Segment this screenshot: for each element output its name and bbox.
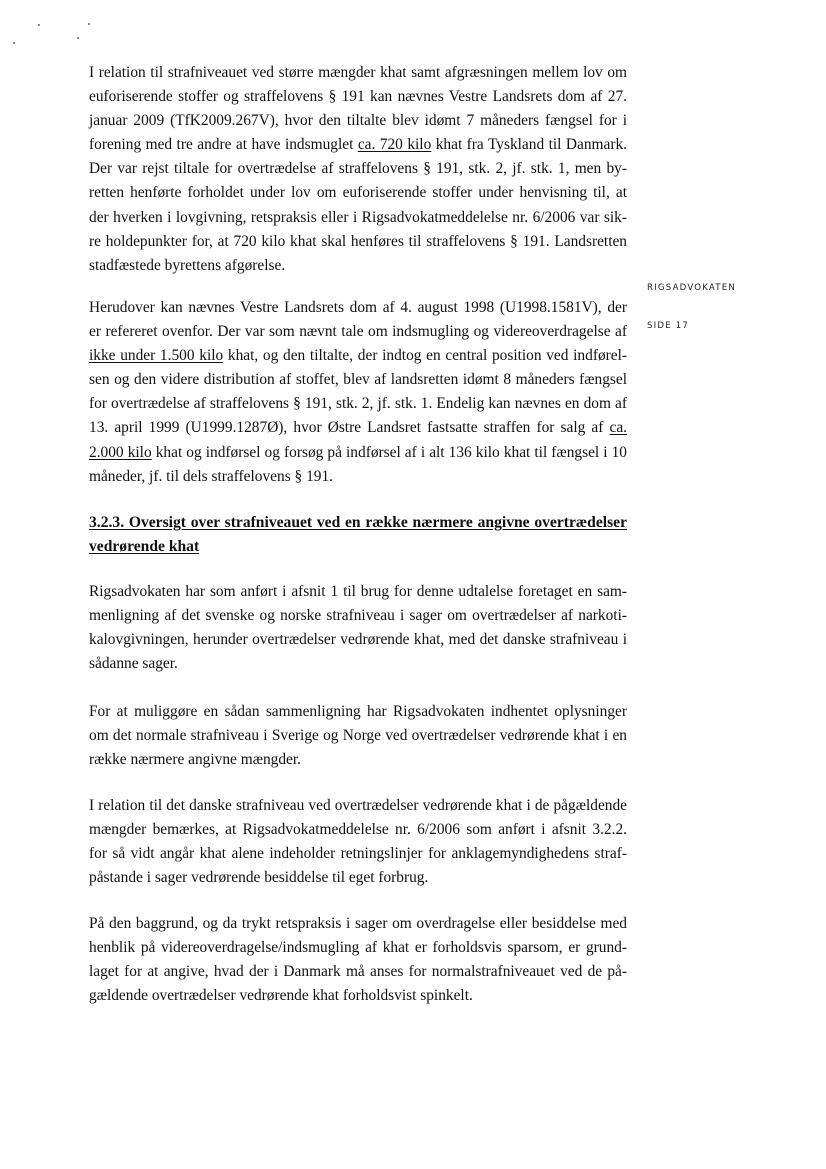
text-line [89, 794, 627, 818]
text-segment: for overtrædelse af straffelovens § 191, stk. 2, jf. stk. 1. Endelig kan nævnes en dom af [89, 395, 627, 413]
text-segment: sen og den videre distribution af stoffet, blev af landsretten idømt 8 måneders fængsel [89, 371, 627, 389]
section-heading [89, 511, 627, 559]
text-segment: henblik på videreoverdragelse/indsmugling af khat er forholdsvis sparsom, er grund- [89, 939, 627, 957]
text-segment: khat fra Tyskland til Danmark. [431, 136, 627, 154]
paragraph [89, 794, 627, 890]
scan-speck [77, 37, 79, 39]
text-line [89, 936, 627, 960]
underlined-quantity: 2.000 kilo [89, 443, 152, 461]
text-segment: påstande i sager vedrørende besiddelse til eget forbrug. [89, 869, 429, 887]
underlined-quantity: ikke under 1.500 kilo [89, 347, 224, 365]
text-segment: der hverken i lovgivning, retspraksis eller i Rigsadvokatmeddelelse nr. 6/2006 var sik- [89, 208, 627, 226]
text-segment: khat og indførsel og forsøg på indførsel af i alt 136 kilo khat til fængsel i 10 [151, 443, 627, 461]
text-line [89, 157, 627, 181]
text-line [89, 960, 627, 984]
text-line [89, 580, 627, 604]
text-segment: menligning af det svenske og norske strafniveau i sager om overtrædelser af narkoti- [89, 607, 627, 625]
section-heading-text: 3.2.3. Oversigt over strafniveauet ved en række nærmere angivne overtrædelser [89, 514, 627, 531]
section-heading-line [89, 511, 627, 535]
text-segment: På den baggrund, og da trykt retspraksis i sager om overdragelse eller besiddelse med [89, 915, 627, 932]
text-segment: Herudover kan nævnes Vestre Landsrets dom af 4. august 1998 (U1998.1581V), der [89, 299, 627, 316]
text-line [89, 628, 627, 652]
text-line [89, 842, 627, 866]
text-line [89, 748, 627, 772]
scan-speck [88, 23, 90, 25]
section-heading-line [89, 535, 627, 559]
underlined-quantity: ca. 720 kilo [357, 136, 432, 154]
section-heading-text: vedrørende khat [89, 538, 200, 555]
text-segment: mængder bemærkes, at Rigsadvokatmeddelelse nr. 6/2006 som anført i afsnit 3.2.2. [89, 821, 627, 839]
text-line [89, 652, 627, 676]
text-segment: re holdepunkter for, at 720 kilo khat skal henføres til straffelovens § 191. Landsretten [89, 232, 627, 250]
text-line [89, 320, 627, 344]
sidebar-org-name: RIGSADVOKATEN [647, 283, 737, 293]
text-line [89, 465, 627, 489]
text-line [89, 344, 627, 368]
text-line [89, 818, 627, 842]
text-segment: gældende overtrædelser vedrørende khat forholdsvist spinkelt. [89, 987, 473, 1005]
text-segment: sådanne sager. [89, 655, 178, 673]
paragraph [89, 580, 627, 676]
text-line [89, 133, 627, 157]
text-line [89, 866, 627, 890]
text-line [89, 206, 627, 230]
text-segment: I relation til det danske strafniveau ved overtrædelser vedrørende khat i de pågældende [89, 797, 627, 814]
text-segment: I relation til strafniveauet ved større mængder khat samt afgræsningen mellem lov om [89, 64, 627, 81]
scan-speck [38, 24, 40, 26]
text-segment: retten henførte forholdet under lov om euforiserende stoffer under henvisning til, at [89, 184, 627, 202]
paragraph [89, 296, 627, 489]
underlined-quantity: ca. [609, 419, 627, 437]
text-segment: række nærmere angivne mængder. [89, 751, 301, 769]
scan-speck [13, 42, 15, 44]
text-segment: khat, og den tiltalte, der indtog en central position ved indførel- [223, 347, 627, 365]
text-segment: euforiserende stoffer og straffelovens § 191 kan nævnes Vestre Landsrets dom af 27. [89, 88, 627, 106]
text-line [89, 984, 627, 1008]
text-line [89, 604, 627, 628]
text-segment: Der var rejst tiltale for overtrædelse af straffelovens § 191, stk. 2, jf. stk. 1, men by- [89, 160, 627, 178]
text-line [89, 254, 627, 278]
text-line [89, 61, 627, 85]
text-segment: stadfæstede byrettens afgørelse. [89, 256, 286, 274]
text-line [89, 392, 627, 416]
text-line [89, 368, 627, 392]
paragraph [89, 700, 627, 772]
text-line [89, 296, 627, 320]
text-segment: for så vidt angår khat alene indeholder retningslinjer for anklagemyndighedens straf- [89, 845, 627, 863]
text-segment: januar 2009 (TfK2009.267V), hvor den tiltalte blev idømt 7 måneders fængsel for i [89, 112, 627, 130]
text-segment: laget for at angive, hvad der i Danmark må anses for normalstrafniveauet ved de på- [89, 963, 627, 981]
text-line [89, 724, 627, 748]
text-line [89, 416, 627, 440]
paragraph [89, 61, 627, 278]
sidebar-page-number: SIDE 17 [647, 321, 690, 331]
text-line [89, 700, 627, 724]
text-line [89, 441, 627, 465]
text-line [89, 109, 627, 133]
text-segment: måneder, jf. til dels straffelovens § 191. [89, 467, 334, 485]
text-segment: Rigsadvokaten har som anført i afsnit 1 til brug for denne udtalelse foretaget en sam- [89, 583, 627, 600]
text-line [89, 912, 627, 936]
text-line [89, 230, 627, 254]
text-segment: om det normale strafniveau i Sverige og Norge ved overtrædelser vedrørende khat i en [89, 727, 627, 745]
text-line [89, 85, 627, 109]
text-line [89, 181, 627, 205]
text-segment: forening med tre andre at have indsmuglet [89, 136, 358, 154]
text-segment: 13. april 1999 (U1999.1287Ø), hvor Østre Landsret fastsatte straffen for salg af [89, 419, 610, 437]
paragraph [89, 912, 627, 1008]
text-segment: er refereret ovenfor. Der var som nævnt tale om indsmugling og videreoverdragelse af [89, 323, 627, 341]
text-segment: kalovgivningen, herunder overtrædelser vedrørende khat, med det danske strafniveau i [89, 631, 627, 649]
text-segment: For at muliggøre en sådan sammenligning har Rigsadvokaten indhentet oplysninger [89, 703, 627, 720]
